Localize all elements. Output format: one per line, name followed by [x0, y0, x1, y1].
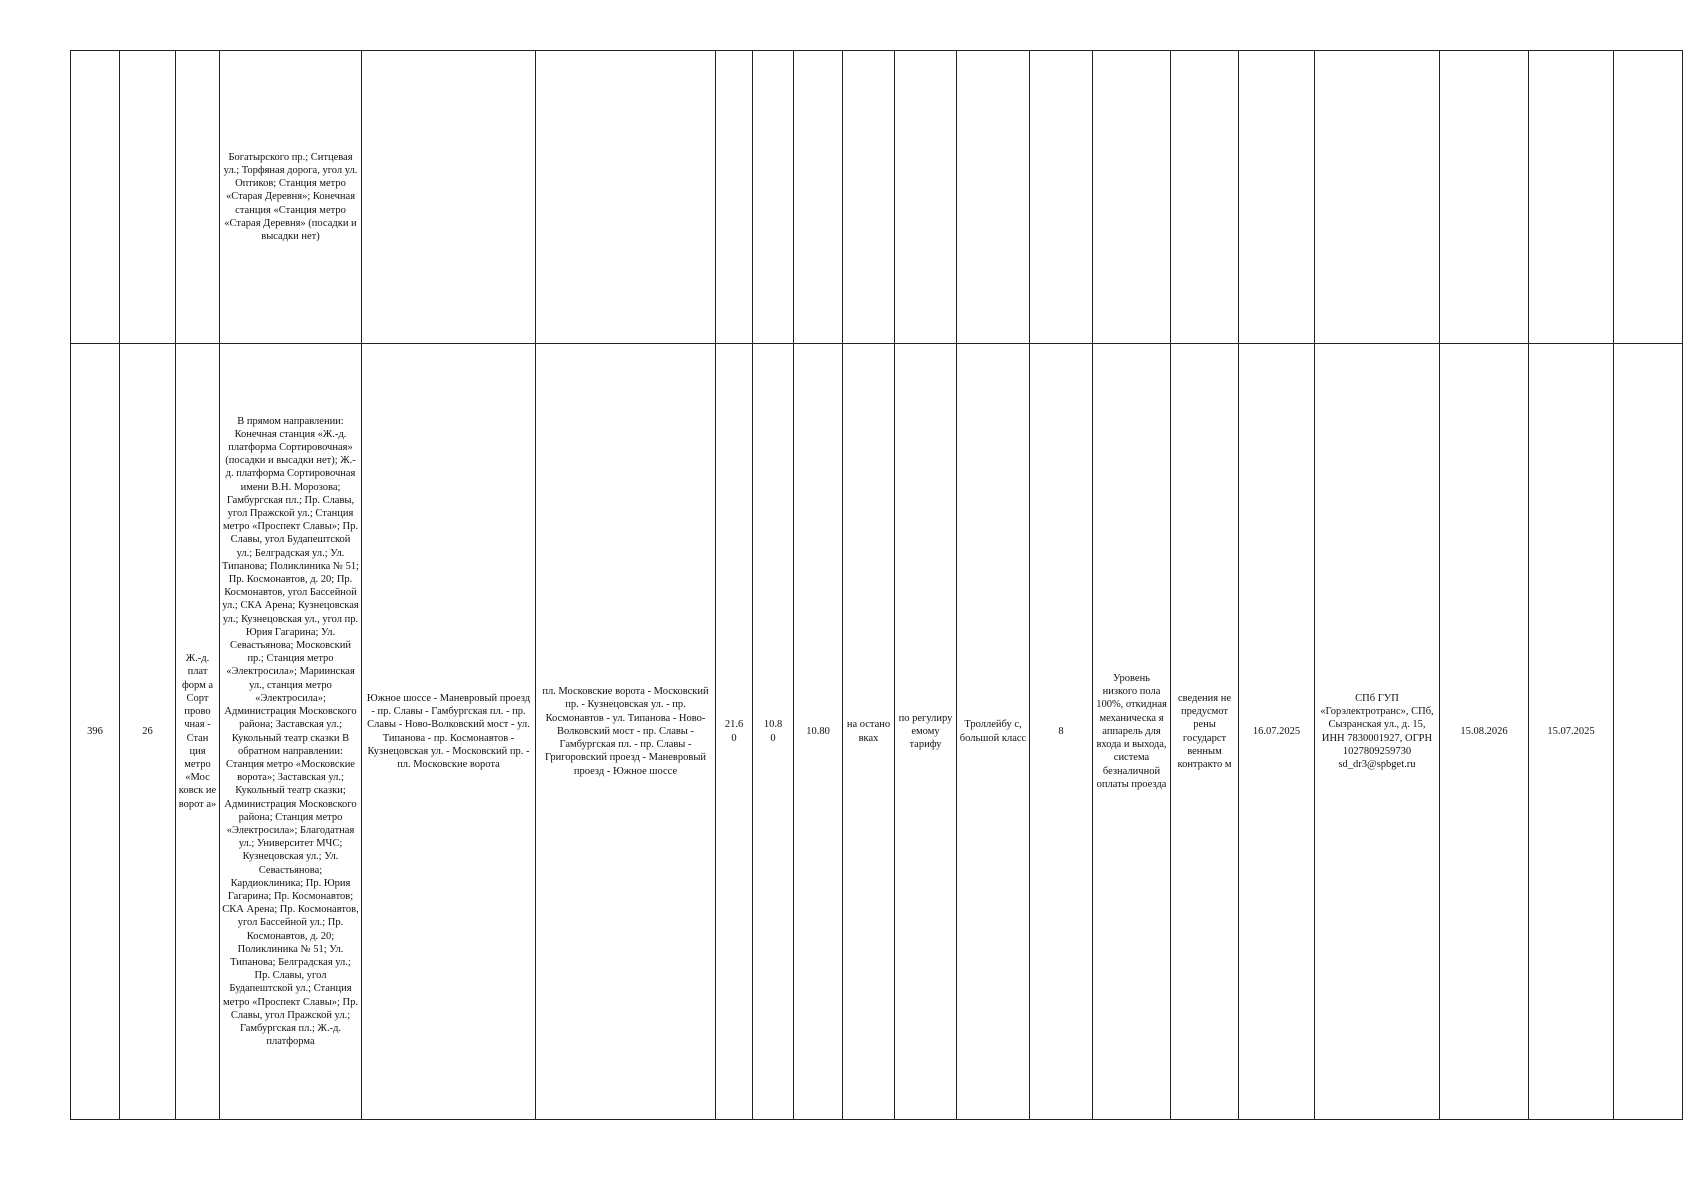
start-date-cell	[1239, 51, 1315, 344]
route-no-cell: 26	[120, 344, 176, 1120]
stops-cell: Богатырского пр.; Ситцевая ул.; Торфяная дорога, угол ул. Оптиков; Станция метро «Старая Деревня»; Конечная станция «Станция метро «Старая Деревня» (посадки и высадки нет)	[220, 51, 362, 344]
start-date-cell: 16.07.2025	[1239, 344, 1315, 1120]
table-row	[71, 51, 1683, 344]
route-register-table	[70, 50, 1683, 1120]
vehicle-characteristics-cell	[1093, 51, 1171, 344]
streets-forward-cell	[362, 51, 536, 344]
contract-info-cell	[1171, 51, 1239, 344]
reg-no-cell	[71, 51, 120, 344]
change-date-cell	[1440, 51, 1529, 344]
extra-cell	[1614, 51, 1683, 344]
route-name-cell	[176, 51, 220, 344]
length-backward-cell	[753, 51, 794, 344]
tariff-type-cell: по регулиру емому тарифу	[895, 344, 957, 1120]
registered-date-cell: 15.07.2025	[1529, 344, 1614, 1120]
streets-backward-cell: пл. Московские ворота - Московский пр. - Кузнецовская ул. - пр. Космонавтов - ул. Типанова - Ново-Волковский мост - пр. Славы - Гамбургская пл. - пр. Славы - Григоровский проезд - Маневровый проезд - Южное шоссе	[536, 344, 716, 1120]
vehicle-characteristics-cell: Уровень низкого пола 100%, откидная механическа я аппарель для входа и выхода, система безналичной оплаты проезда	[1093, 344, 1171, 1120]
extra-cell	[1614, 344, 1683, 1120]
tariff-type-cell	[895, 51, 957, 344]
length-forward-cell	[716, 51, 753, 344]
max-vehicles-cell	[1030, 51, 1093, 344]
vehicle-class-cell: Троллейбу с, большой класс	[957, 344, 1030, 1120]
registered-date-cell	[1529, 51, 1614, 344]
table-row	[71, 344, 1683, 1120]
boarding-order-cell: на остано вках	[843, 344, 895, 1120]
length-total-cell: 10.80	[794, 344, 843, 1120]
streets-backward-cell	[536, 51, 716, 344]
stops-cell: В прямом направлении: Конечная станция «Ж.-д. платформа Сортировочная» (посадки и высадки нет); Ж.-д. платформа Сортировочная имени В.Н. Морозова; Гамбургская пл.; Пр. Славы, угол Пражской ул.; Станция метро «Проспект Славы»; Пр. Славы, угол Будапештской ул.; Белградская ул.; Ул. Типанова; Поликлиника № 51; Пр. Космонавтов, д. 20; Пр. Космонавтов, угол Бассейной ул.; СКА Арена; Кузнецовская ул.; Кузнецовская ул., угол пр. Юрия Гагарина; Ул. Севастьянова; Московский пр.; Станция метро «Электросила»; Мариинская ул., станция метро «Электросила»; Администрация Московского района; Заставская ул.; Кукольный театр сказки В обратном направлении: Станция метро «Московские ворота»; Заставская ул.; Кукольный театр сказки; Администрация Московского района; Станция метро «Электросила»; Благодатная ул.; Университет МЧС; Кузнецовская ул.; Ул. Севастьянова; Кардиоклиника; Пр. Юрия Гагарина; Пр. Космонавтов; СКА Арена; Пр. Космонавтов, угол Бассейной ул.; Пр. Космонавтов, д. 20; Поликлиника № 51; Ул. Типанова; Белградская ул.; Пр. Славы, угол Будапештской ул.; Станция метро «Проспект Славы»; Пр. Славы, угол Пражской ул.; Гамбургская пл.; Ж.-д. платформа	[220, 344, 362, 1120]
max-vehicles-cell: 8	[1030, 344, 1093, 1120]
length-total-cell	[794, 51, 843, 344]
vehicle-class-cell	[957, 51, 1030, 344]
carrier-cell	[1315, 51, 1440, 344]
route-name-cell: Ж.-д. плат форм а Сорт прово чная - Стан ция метро «Мос ковск ие ворот а»	[176, 344, 220, 1120]
length-backward-cell: 10.8 0	[753, 344, 794, 1120]
contract-info-cell: сведения не предусмот рены государст венным контракто м	[1171, 344, 1239, 1120]
streets-forward-cell: Южное шоссе - Маневровый проезд - пр. Славы - Гамбургская пл. - пр. Славы - Ново-Волковский мост - ул. Типанова - пр. Космонавтов - Кузнецовская ул. - Московский пр. - пл. Московские ворота	[362, 344, 536, 1120]
reg-no-cell: 396	[71, 344, 120, 1120]
change-date-cell: 15.08.2026	[1440, 344, 1529, 1120]
route-no-cell	[120, 51, 176, 344]
boarding-order-cell	[843, 51, 895, 344]
length-forward-cell: 21.6 0	[716, 344, 753, 1120]
carrier-cell: СПб ГУП «Горэлектротранс», СПб, Сызранская ул., д. 15, ИНН 7830001927, ОГРН 1027809259730 sd_dr3@spbget.ru	[1315, 344, 1440, 1120]
